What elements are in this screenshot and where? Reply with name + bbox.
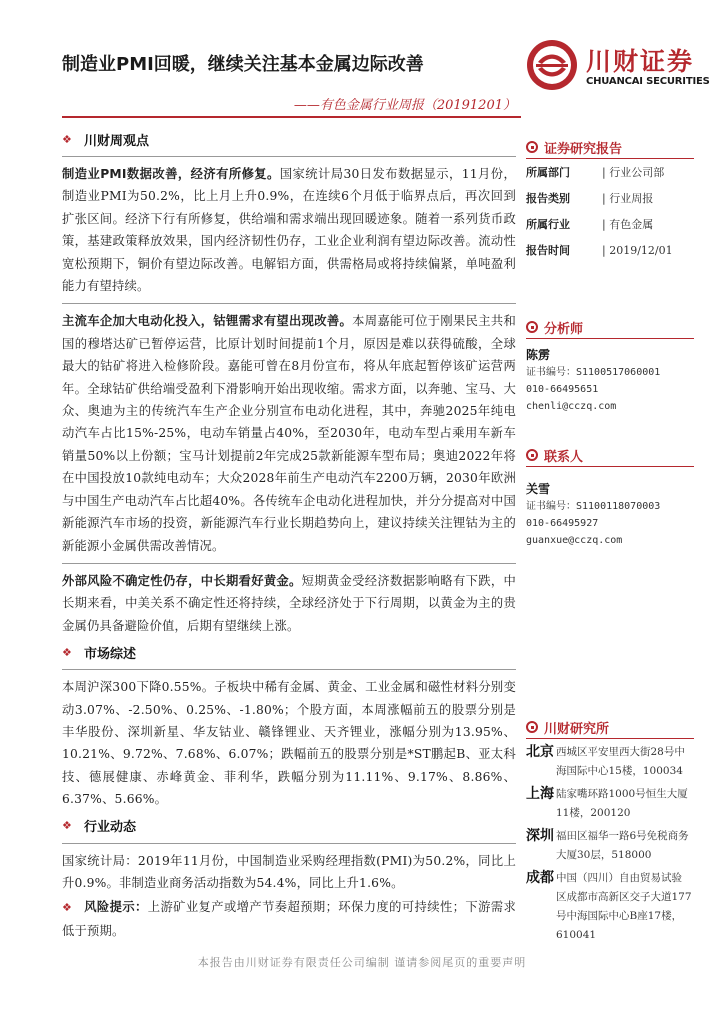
paragraph-body: 短期黄金受经济数据影响略有下跌，中长期来看，中美关系不确定性还将持续，全球经济处于下行周期，以黄金为主的贵金属仍具备避险价值，后期有望继续上涨。	[62, 573, 516, 633]
risk-label: 风险提示：	[84, 900, 148, 915]
section-divider	[62, 669, 516, 670]
section-divider	[62, 303, 516, 304]
page-footer: 本报告由川财证券有限责任公司编制 谨请参阅尾页的重要声明	[197, 956, 527, 969]
section-title: 川财周观点	[84, 133, 150, 149]
info-row	[526, 185, 694, 211]
info-key: 所属行业	[526, 218, 570, 231]
report-info-panel	[526, 136, 694, 263]
section-header-market	[62, 641, 516, 663]
header-divider	[62, 116, 521, 118]
info-key: 报告类别	[526, 192, 570, 205]
report-icon	[526, 141, 538, 153]
info-value: | 行业周报	[602, 192, 654, 205]
office-address: 中国（四川）自由贸易试验区成都市高新区交子大道177号中海国际中心B座17楼，610041	[556, 872, 692, 941]
office-address: 福田区福华一路6号免税商务大厦30层，518000	[556, 830, 689, 861]
contact-icon	[526, 449, 538, 461]
paragraph-market	[62, 676, 516, 810]
office-beijing	[526, 743, 694, 781]
contact-name: 关雪	[526, 482, 551, 496]
office-city: 上海	[526, 786, 554, 802]
office-address: 陆家嘴环路1000号恒生大厦11楼，200120	[556, 788, 688, 819]
main-content	[62, 124, 516, 942]
paragraph-body: 国家统计局：2019年11月份，中国制造业采购经理指数(PMI)为50.2%，同比上升0.9%。非制造业商务活动指数为54.4%，同比上升1.6%。	[62, 853, 516, 890]
contact-email[interactable]: guanxue@cczq.com	[526, 535, 623, 546]
section-header-weekly-view	[62, 128, 516, 150]
contact-phone: 010-66495927	[526, 518, 599, 529]
report-info-title	[526, 136, 694, 159]
office-address: 西城区平安里西大街28号中海国际中心15楼，100034	[556, 746, 685, 777]
paragraph-industry	[62, 850, 516, 895]
section-divider	[62, 156, 516, 157]
office-city: 成都	[526, 870, 554, 886]
info-key: 所属部门	[526, 166, 570, 179]
diamond-bullet-icon: ❖	[62, 901, 73, 915]
contact-card	[526, 481, 694, 549]
diamond-bullet-icon: ❖	[62, 819, 72, 833]
info-value: | 有色金属	[602, 218, 654, 231]
paragraph-lead: 主流车企加大电动化投入，钴锂需求有望出现改善。	[62, 314, 353, 329]
analyst-title	[526, 316, 694, 339]
office-shenzhen	[526, 827, 694, 865]
info-value: | 行业公司部	[602, 166, 665, 179]
analyst-email[interactable]: chenli@cczq.com	[526, 401, 617, 412]
info-row	[526, 237, 694, 263]
analyst-card	[526, 347, 694, 415]
paragraph-gold	[62, 570, 516, 637]
report-title: 制造业PMI回暖，继续关注基本金属边际改善	[62, 54, 424, 75]
diamond-bullet-icon: ❖	[62, 645, 72, 659]
paragraph-body: 本周嘉能可位于刚果民主共和国的穆塔达矿已暂停运营，比原计划时间提前1个月，原因是难以获得硫酸，全球最大的钴矿将进入检修阶段。嘉能可曾在8月份宣布，将从年底起暂停该矿运营两年。全球钴矿供给端受盈利下滑影响开始出现收缩。需求方面，以奔驰、宝马、大众、奥迪为主的传统汽车生产企业分别宣布电动化进程，其中，奔驰2025年纯电动汽车占比15%-25%，电动车销量占40%，至2030年，电动车型占乘用车新车销量50%以上份额；宝马计划提前2年完成25款新能源车型布局；奥迪2022年将在中国投放10款纯电动车；大众2028年前生产电动汽车2200万辆，2030年欧洲与中国生产电动汽车占比超40%。各传统车企电动化进程加快，并分分提高对中国新能源汽车市场的投资，新能源汽车行业长期趋势向上，建议持续关注锂钴为主的新能源小金属供需改善情况。	[62, 314, 516, 553]
contact-title	[526, 444, 694, 467]
company-logo	[524, 38, 710, 92]
info-key: 报告时间	[526, 244, 570, 257]
side-title-text: 川财研究所	[544, 721, 610, 737]
paragraph-lead: 制造业PMI数据改善，经济有所修复。	[62, 167, 280, 181]
section-header-industry	[62, 815, 516, 837]
paragraph-body: 本周沪深300下降0.55%。子板块中稀有金属、黄金、工业金属和磁性材料分别变动3.07%、-2.50%、0.25%、-1.80%；个股方面，本周涨幅前五的股票分别是丰华股份、深圳新星、华友钴业、赣锋锂业、天齐锂业，涨幅分别为13.95%、10.21%、9.72%、7.68%、6.07%；跌幅前五的股票分别是*ST鹏起B、亚太科技、德展健康、赤峰黄金、菲利华，跌幅分别为11.11%、9.17%、8.86%、6.37%、5.66%。	[62, 680, 516, 807]
section-divider	[62, 563, 516, 564]
analyst-phone: 010-66495651	[526, 384, 599, 395]
risk-text: 上游矿业复产或增产节奏超预期；环保力度的可持续性；下游需求低于预期。	[62, 900, 516, 938]
analyst-name: 陈雳	[526, 348, 551, 362]
side-title-text: 联系人	[544, 449, 584, 465]
research-icon	[526, 721, 538, 733]
report-subtitle: ——有色金属行业周报（20191201）	[293, 98, 516, 113]
office-shanghai	[526, 785, 694, 823]
office-city: 深圳	[526, 828, 554, 844]
info-value: | 2019/12/01	[602, 243, 673, 257]
section-title: 市场综述	[84, 646, 137, 662]
analyst-icon	[526, 321, 538, 333]
info-row	[526, 211, 694, 237]
diamond-bullet-icon: ❖	[62, 132, 72, 146]
contact-cert: 证书编号：S1100118070003	[526, 501, 661, 512]
research-institute-panel	[526, 716, 694, 945]
paragraph-body: 国家统计局30日发布数据显示，11月份，制造业PMI为50.2%，比上月上升0.9%，在连续6个月低于临界点后，再次回到扩张区间。经济下行有所修复，供给端和需求端出现回暖迹象。随着一系列货币政策，基建政策释放效果，国内经济韧性仍存，工业企业利润有望边际改善。流动性宽松预期下，铜价有望边际改善。电解铝方面，供需格局或将持续偏紧，单吨盈利能力有望持续。	[62, 167, 516, 294]
paragraph-lead: 外部风险不确定性仍存，中长期看好黄金。	[62, 573, 302, 588]
paragraph-risk	[62, 896, 516, 942]
office-city: 北京	[526, 744, 554, 760]
side-title-text: 证券研究报告	[544, 141, 623, 157]
section-title: 行业动态	[84, 820, 137, 836]
analyst-cert: 证书编号：S1100517060001	[526, 367, 661, 378]
office-chengdu	[526, 869, 694, 945]
paragraph-pmi	[62, 163, 516, 297]
side-title-text: 分析师	[544, 321, 584, 337]
logo-mark-icon	[524, 38, 580, 92]
logo-english-name: CHUANCAI SECURITIES	[586, 76, 710, 87]
research-title	[526, 716, 694, 739]
info-row	[526, 159, 694, 185]
section-divider	[62, 843, 516, 844]
logo-chinese-name: 川财证券	[586, 47, 695, 76]
paragraph-ev	[62, 310, 516, 556]
analyst-panel	[526, 316, 694, 415]
contact-panel	[526, 444, 694, 549]
